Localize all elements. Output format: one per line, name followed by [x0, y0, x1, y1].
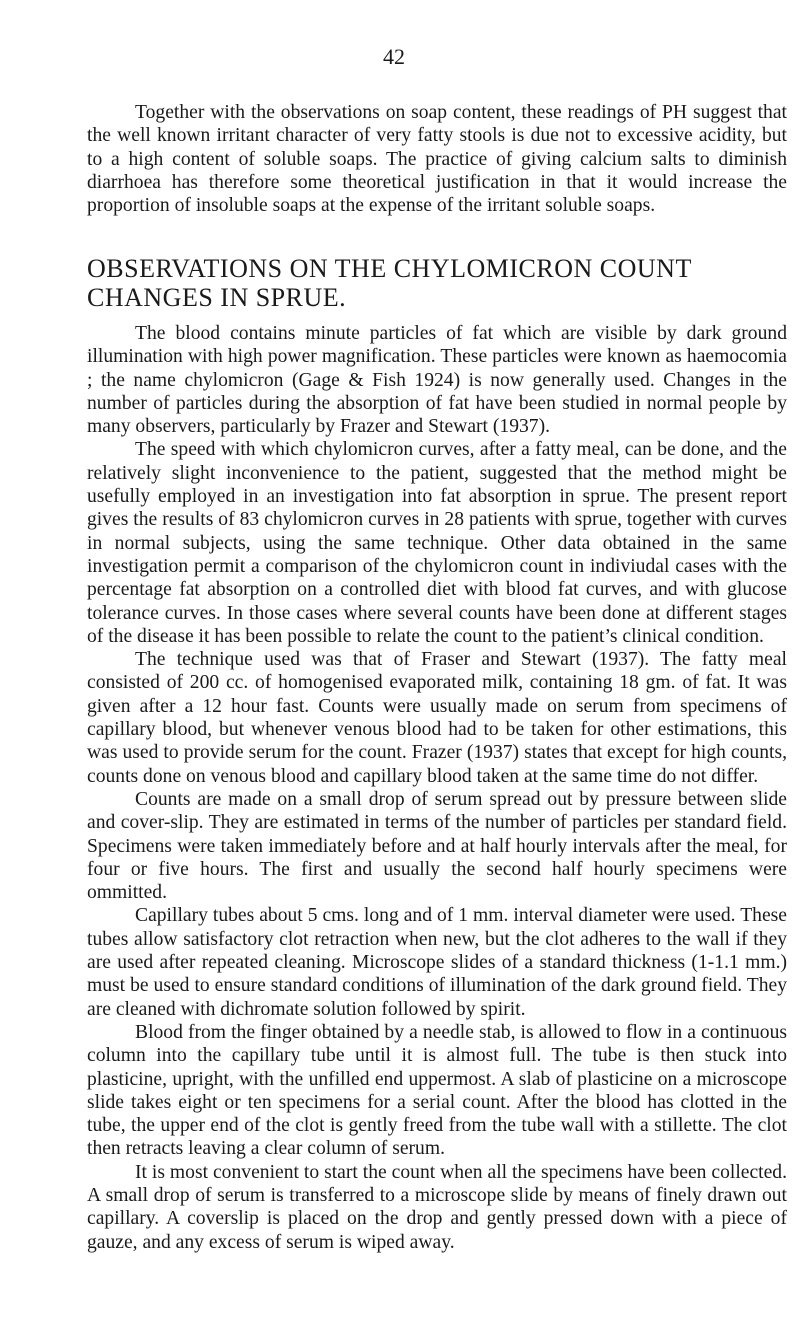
section-heading-line-1: OBSERVATIONS ON THE CHYLOMICRON COUNT — [87, 254, 692, 283]
body-paragraph: Counts are made on a small drop of serum spread out by pressure between slide and cover-slip. They are estimated in terms of the number of particles per standard field. Specimens were taken immediately before and at half hourly intervals after the meal, for four or five hours. The first and usually the second half hourly specimens were ommitted. — [87, 788, 787, 904]
section-heading — [87, 254, 787, 312]
intro-section — [87, 101, 787, 217]
body-paragraph: The blood contains minute particles of fat which are visible by dark ground illumination with high power magnification. These particles were known as haemocomia ; the name chylomicron (Gage & Fish 1924) is now generally used. Changes in the number of particles during the absorption of fat have been studied in normal people by many observers, particularly by Frazer and Stewart (1937). — [87, 323, 787, 438]
section-body — [87, 322, 787, 1254]
body-paragraph: It is most convenient to start the count when all the specimens have been collected. A small drop of serum is transferred to a microscope slide by means of finely drawn out capillary. A coverslip is placed on the drop and gently pressed down with a piece of gauze, and any excess of serum is wiped away. — [87, 1161, 787, 1253]
page-number: 42 — [383, 44, 405, 69]
body-paragraph: Blood from the finger obtained by a needle stab, is allowed to flow in a continuous column into the capillary tube until it is almost full. The tube is then stuck into plasticine, upright, with the unfilled end uppermost. A slab of plasticine on a microscope slide takes eight or ten specimens for a serial count. After the blood has clotted in the tube, the upper end of the clot is gently freed from the tube wall with a stillette. The clot then retracts leaving a clear column of serum. — [87, 1021, 787, 1160]
intro-paragraph: Together with the observations on soap content, these readings of PH suggest that the well known irritant character of very fatty stools is due not to excessive acidity, but to a high content of soluble soaps. The practice of giving calcium salts to diminish diarrhoea has therefore some theoretical justification in that it would increase the proportion of insoluble soaps at the expense of the irritant soluble soaps. — [87, 102, 787, 217]
body-paragraph: The technique used was that of Fraser and Stewart (1937). The fatty meal consisted of 200 cc. of homogenised evaporated milk, containing 18 gm. of fat. It was given after a 12 hour fast. Counts were usually made on serum from specimens of capillary blood, but whenever venous blood had to be taken for other estimations, this was used to provide serum for the count. Frazer (1937) states that except for high counts, counts done on venous blood and capillary blood taken at the same time do not differ. — [87, 649, 787, 787]
body-paragraph: Capillary tubes about 5 cms. long and of 1 mm. interval diameter were used. These tubes allow satisfactory clot retraction when new, but the clot adheres to the wall if they are used after repeated cleaning. Microscope slides of a standard thickness (1-1.1 mm.) must be used to ensure standard conditions of illumination of the dark ground field. They are cleaned with dichromate solution followed by spirit. — [87, 905, 787, 1020]
section-heading-line-2: CHANGES IN SPRUE. — [87, 283, 347, 312]
body-paragraph: The speed with which chylomicron curves, after a fatty meal, can be done, and the relatively slight inconvenience to the patient, suggested that the method might be usefully employed in an investigation into fat absorption in sprue. The present report gives the results of 83 chylomicron curves in 28 patients with sprue, together with curves in normal subjects, using the same technique. Other data obtained in the same investigation permit a comparison of the chylomicron count in indiviudal cases with the percentage fat absorption on a controlled diet with blood fat curves, and with glucose tolerance curves. In those cases where several counts have been done at different stages of the disease it has been possible to relate the count to the patient’s clinical condition. — [87, 439, 787, 647]
